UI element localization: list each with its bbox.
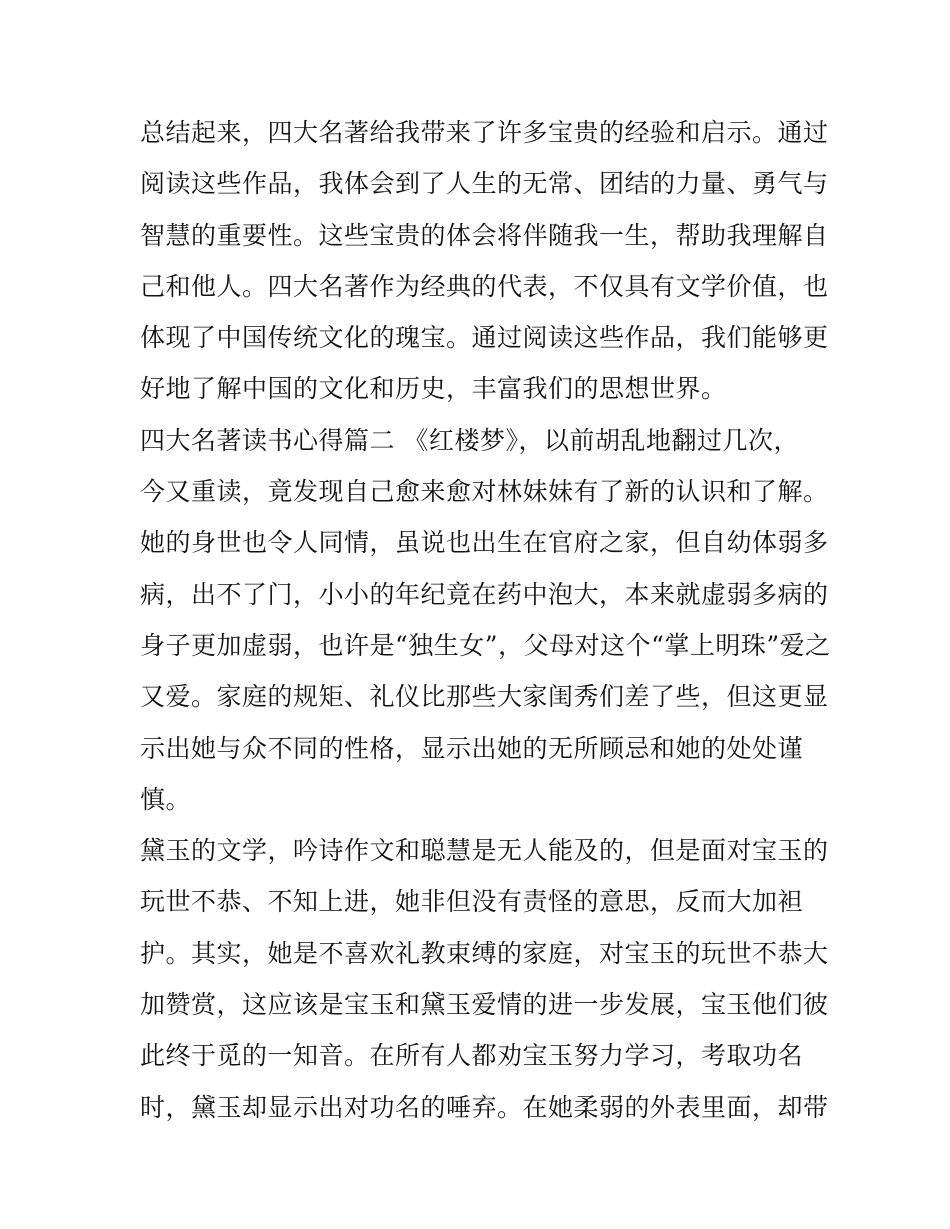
text-line: 黛玉的文学，吟诗作文和聪慧是无人能及的，但是面对宝玉的 bbox=[140, 836, 829, 866]
text-line: 总结起来，四大名著给我带来了许多宝贵的经验和启示。通过 bbox=[140, 118, 829, 147]
text-line: 身子更加虚弱，也许是“独生女”，父母对这个“掌上明珠”爱之 bbox=[140, 630, 831, 660]
text-line: 四大名著读书心得篇二 《红楼梦》，以前胡乱地翻过几次， bbox=[140, 425, 799, 455]
text-line: 又爱。家庭的规矩、礼仪比那些大家闺秀们差了些，但这更显 bbox=[140, 682, 829, 712]
text-line: 玩世不恭、不知上进，她非但没有责怪的意思，反而大加袒 bbox=[140, 887, 804, 917]
text-line: 好地了解中国的文化和历史，丰富我们的思想世界。 bbox=[140, 374, 727, 404]
text-line: 今又重读，竟发现自己愈来愈对林妹妹有了新的认识和了解。 bbox=[140, 477, 829, 507]
text-line: 己和他人。四大名著作为经典的代表，不仅具有文学价值，也 bbox=[140, 271, 829, 301]
text-line: 阅读这些作品，我体会到了人生的无常、团结的力量、勇气与 bbox=[140, 169, 829, 199]
text-line: 加赞赏，这应该是宝玉和黛玉爱情的进一步发展，宝玉他们彼 bbox=[140, 990, 829, 1020]
text-line: 慎。 bbox=[140, 784, 192, 814]
text-line: 护。其实，她是不喜欢礼教束缚的家庭，对宝玉的玩世不恭大 bbox=[140, 938, 829, 968]
text-line: 她的身世也令人同情，虽说也出生在官府之家，但自幼体弱多 bbox=[140, 528, 829, 558]
text-line: 智慧的重要性。这些宝贵的体会将伴随我一生，帮助我理解自 bbox=[140, 220, 829, 250]
text-line: 时，黛玉却显示出对功名的唾弃。在她柔弱的外表里面，却带 bbox=[140, 1092, 829, 1122]
text-line: 示出她与众不同的性格，显示出她的无所顾忌和她的处处谨 bbox=[140, 733, 804, 763]
text-line: 体现了中国传统文化的瑰宝。通过阅读这些作品，我们能够更 bbox=[140, 323, 829, 353]
text-line: 此终于觅的一知音。在所有人都劝宝玉努力学习，考取功名 bbox=[140, 1041, 804, 1071]
body-text bbox=[140, 107, 831, 1133]
text-line: 病，出不了门，小小的年纪竟在药中泡大，本来就虚弱多病的 bbox=[140, 579, 829, 609]
